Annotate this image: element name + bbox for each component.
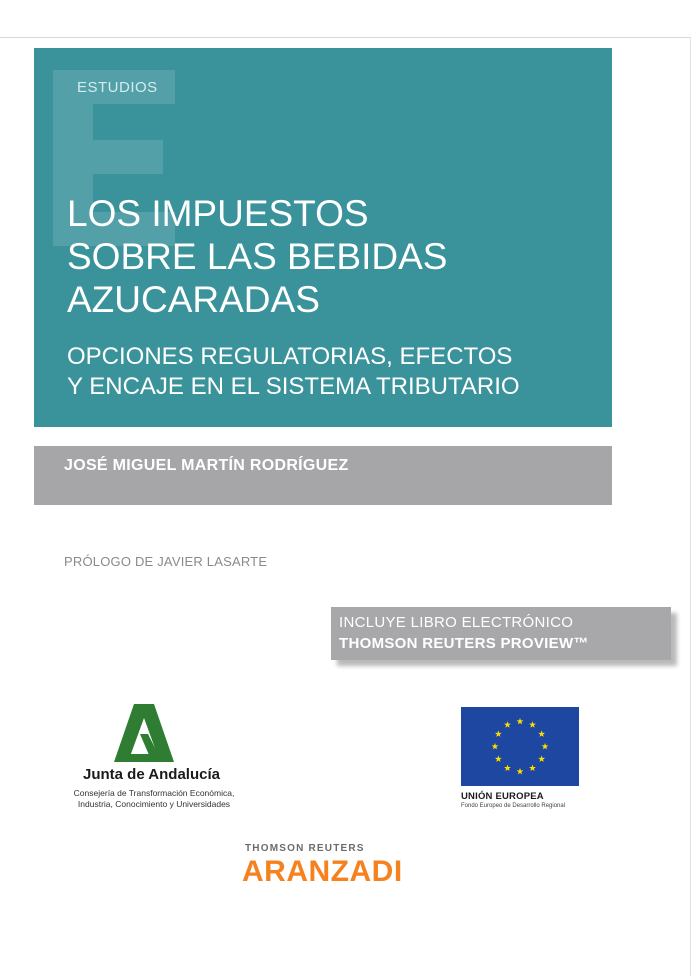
right-border-line <box>690 37 691 976</box>
eu-name: UNIÓN EUROPEA <box>461 791 544 802</box>
eu-star-icon <box>529 765 536 772</box>
title-panel <box>34 48 612 427</box>
eu-star-icon <box>517 718 524 725</box>
eu-star-icon <box>495 730 502 737</box>
title-line: AZUCARADAS <box>67 279 320 320</box>
book-subtitle <box>67 342 607 402</box>
publisher-logo: ARANZADI <box>242 855 403 888</box>
subtitle-line: Y ENCAJE EN EL SISTEMA TRIBUTARIO <box>67 373 520 400</box>
subtitle-line: OPCIONES REGULATORIAS, EFECTOS <box>67 343 513 370</box>
eu-star-icon <box>517 768 524 775</box>
book-title <box>67 192 597 321</box>
junta-name: Junta de Andalucía <box>83 766 220 783</box>
author-name: JOSÉ MIGUEL MARTÍN RODRÍGUEZ <box>64 457 349 474</box>
prologue-credit: PRÓLOGO DE JAVIER LASARTE <box>64 554 268 569</box>
ebook-badge-line1: INCLUYE LIBRO ELECTRÓNICO <box>339 614 574 631</box>
ebook-badge-line2: THOMSON REUTERS PROVIEW™ <box>339 635 589 652</box>
eu-star-icon <box>529 721 536 728</box>
author-bar <box>34 446 612 505</box>
junta-department-line: Consejería de Transformación Económica, <box>73 788 235 798</box>
junta-department <box>64 788 244 810</box>
eu-flag-icon <box>461 707 579 786</box>
title-line: LOS IMPUESTOS <box>67 193 369 234</box>
eu-star-icon <box>492 743 499 750</box>
eu-star-icon <box>538 730 545 737</box>
eu-star-icon <box>542 743 549 750</box>
junta-de-andalucia-logo-icon <box>114 704 174 764</box>
eu-star-icon <box>504 721 511 728</box>
series-label: ESTUDIOS <box>77 79 158 96</box>
ebook-badge <box>331 607 671 660</box>
eu-star-icon <box>538 755 545 762</box>
junta-department-line: Industria, Conocimiento y Universidades <box>77 799 231 809</box>
eu-stars-icon <box>461 707 579 786</box>
eu-star-icon <box>495 755 502 762</box>
title-line: SOBRE LAS BEBIDAS <box>67 236 448 277</box>
eu-fund-name: Fondo Europeo de Desarrollo Regional <box>461 803 566 809</box>
publisher-parent: THOMSON REUTERS <box>245 843 365 854</box>
eu-star-icon <box>504 765 511 772</box>
top-border-line <box>0 37 690 38</box>
